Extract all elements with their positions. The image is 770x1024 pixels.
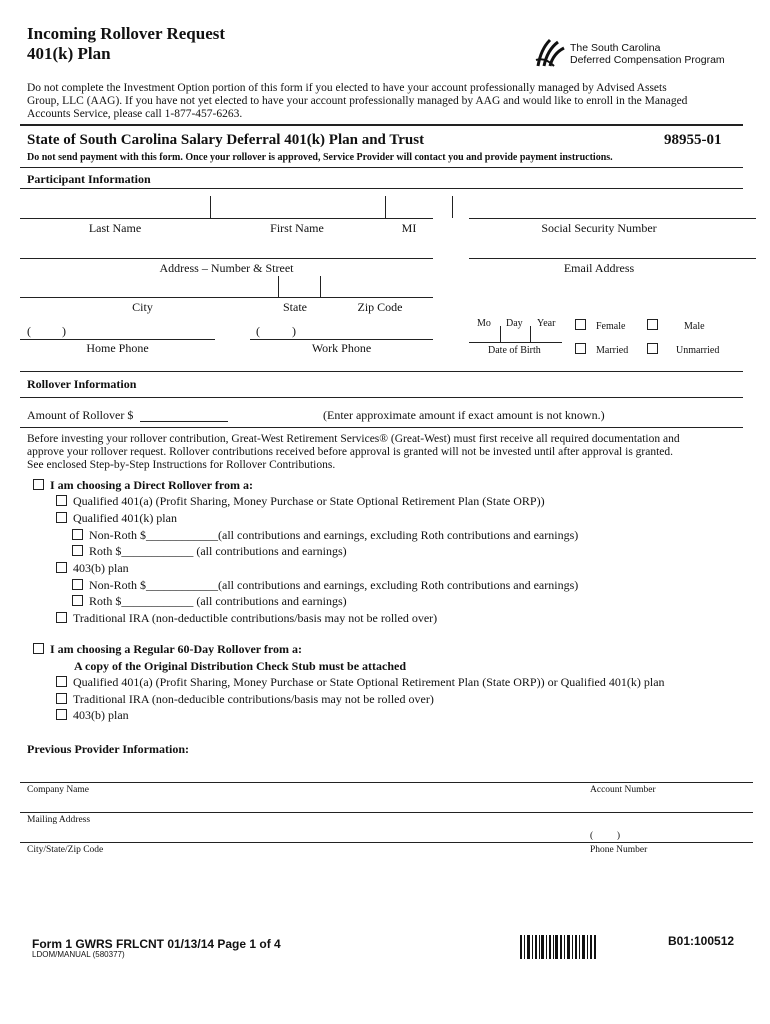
direct-401a-option[interactable] xyxy=(56,494,545,509)
dob-day-label: Day xyxy=(506,318,523,329)
dob-mo-label: Mo xyxy=(477,318,491,329)
direct-rollover-option[interactable] xyxy=(33,478,253,493)
work-phone-line xyxy=(250,339,433,340)
unmarried-checkbox[interactable] xyxy=(647,343,658,354)
rollover-heading: Rollover Information xyxy=(27,377,137,391)
separator xyxy=(385,196,386,218)
divider xyxy=(20,188,743,189)
notice-line: Do not complete the Investment Option portion of this form if you elected to have your account professionally managed by Advised Assets xyxy=(27,82,667,94)
instruction-line: See enclosed Step-by-Step Instructions for Rollover Contributions. xyxy=(27,459,336,471)
nonroth-label: Non-Roth $____________(all contributions and earnings, excluding Roth contributions and earnings) xyxy=(89,578,579,592)
direct-401k-label: Qualified 401(k) plan xyxy=(73,511,177,525)
logo-line-2: Deferred Compensation Program xyxy=(570,54,725,66)
direct-403b-roth-option[interactable] xyxy=(72,594,347,609)
regular-403b-label: 403(b) plan xyxy=(73,708,129,722)
regular-rollover-option[interactable] xyxy=(33,642,302,657)
regular-403b-option[interactable] xyxy=(56,708,129,723)
work-phone-paren-close: ) xyxy=(292,324,296,338)
married-label: Married xyxy=(596,345,629,356)
male-label: Male xyxy=(684,321,705,332)
manual-code: LDOM/MANUAL (580377) xyxy=(32,950,125,959)
barcode xyxy=(520,935,596,964)
program-logo xyxy=(534,36,568,75)
dob-line xyxy=(469,342,562,343)
rollover-amount-label: Amount of Rollover $ xyxy=(27,408,134,422)
nonroth-checkbox[interactable] xyxy=(72,529,83,540)
nonroth-checkbox[interactable] xyxy=(72,579,83,590)
mailing-address-label: Mailing Address xyxy=(27,815,91,825)
direct-403b-checkbox[interactable] xyxy=(56,562,67,573)
home-phone-paren-close: ) xyxy=(62,324,66,338)
home-phone-line xyxy=(20,339,215,340)
dob-year-label: Year xyxy=(537,318,556,329)
regular-rollover-checkbox[interactable] xyxy=(33,643,44,654)
notice-line: Group, LLC (AAG). If you have not yet elected to have your account professionally managed by AAG and would like to enroll in the Managed xyxy=(27,95,688,107)
separator xyxy=(210,196,211,218)
rollover-amount-input[interactable] xyxy=(140,421,228,422)
form-identifier: Form 1 GWRS FRLCNT 01/13/14 Page 1 of 4 xyxy=(32,937,281,951)
direct-403b-label: 403(b) plan xyxy=(73,561,129,575)
instruction-line: Before investing your rollover contribution, Great-West Retirement Services® (Great-West) must first receive all required documentation and xyxy=(27,433,680,445)
direct-403b-nonroth-option[interactable] xyxy=(72,578,578,593)
aag-notice xyxy=(27,82,687,121)
phone-number-label: Phone Number xyxy=(590,845,648,855)
unmarried-option[interactable] xyxy=(647,343,719,356)
direct-401k-option[interactable] xyxy=(56,511,177,526)
direct-ira-checkbox[interactable] xyxy=(56,612,67,623)
logo-text xyxy=(570,42,725,66)
direct-403b-option[interactable] xyxy=(56,561,129,576)
address-label: Address – Number & Street xyxy=(159,261,294,275)
direct-rollover-checkbox[interactable] xyxy=(33,479,44,490)
mailing-line[interactable] xyxy=(20,812,753,813)
state-label: State xyxy=(283,300,307,314)
direct-ira-label: Traditional IRA (non-deductible contributions/basis may not be rolled over) xyxy=(73,611,438,625)
zip-label: Zip Code xyxy=(357,300,403,314)
home-phone-paren-open: ( xyxy=(27,324,31,338)
ssn-line xyxy=(469,218,756,219)
regular-ira-option[interactable] xyxy=(56,692,434,707)
first-name-label: First Name xyxy=(270,221,324,235)
company-name-label: Company Name xyxy=(27,785,90,795)
divider xyxy=(20,427,743,428)
regular-qualified-option[interactable] xyxy=(56,675,665,690)
plan-name: State of South Carolina Salary Deferral 401(k) Plan and Trust xyxy=(27,132,425,148)
direct-401k-checkbox[interactable] xyxy=(56,512,67,523)
separator xyxy=(320,276,321,297)
roth-checkbox[interactable] xyxy=(72,545,83,556)
batch-code: B01:100512 xyxy=(668,934,735,948)
divider xyxy=(20,167,743,168)
email-label: Email Address xyxy=(563,261,635,275)
notice-line: Accounts Service, please call 1-877-457-6263. xyxy=(27,108,243,120)
city-state-zip-label: City/State/Zip Code xyxy=(27,845,104,855)
rollover-amount-hint: (Enter approximate amount if exact amount is not known.) xyxy=(323,408,605,422)
unmarried-label: Unmarried xyxy=(676,345,720,356)
dob-label: Date of Birth xyxy=(488,345,541,356)
work-phone-paren-open: ( xyxy=(256,324,260,338)
separator xyxy=(452,196,453,218)
company-line[interactable] xyxy=(20,782,753,783)
logo-line-1: The South Carolina xyxy=(570,42,661,54)
home-phone-label: Home Phone xyxy=(86,341,149,355)
plan-number: 98955-01 xyxy=(664,132,722,148)
separator xyxy=(500,326,501,342)
roth-label: Roth $____________ (all contributions and earnings) xyxy=(89,594,347,608)
separator xyxy=(530,326,531,342)
male-option[interactable] xyxy=(647,319,705,332)
form-title: Incoming Rollover Request xyxy=(27,24,226,43)
separator xyxy=(278,276,279,297)
city-state-zip-line[interactable] xyxy=(20,842,753,843)
palmetto-logo-icon xyxy=(534,36,568,70)
direct-ira-option[interactable] xyxy=(56,611,437,626)
married-option[interactable] xyxy=(575,343,628,356)
male-checkbox[interactable] xyxy=(647,319,658,330)
ssn-label: Social Security Number xyxy=(541,221,657,235)
female-option[interactable] xyxy=(575,319,625,332)
female-label: Female xyxy=(596,321,626,332)
account-number-label: Account Number xyxy=(590,785,656,795)
form-subtitle: 401(k) Plan xyxy=(27,44,111,63)
direct-rollover-label: I am choosing a Direct Rollover from a: xyxy=(50,478,253,492)
regular-qualified-label: Qualified 401(a) (Profit Sharing, Money Purchase or State Optional Retirement Plan (State ORP)) or Qualified 401(k) plan xyxy=(73,675,665,689)
name-line xyxy=(20,218,433,219)
last-name-label: Last Name xyxy=(88,221,142,235)
payment-notice: Do not send payment with this form. Once your rollover is approved, Service Provider will contact you and provide payment instructions. xyxy=(27,152,613,163)
previous-provider-heading: Previous Provider Information: xyxy=(27,742,189,756)
city-line xyxy=(20,297,433,298)
instruction-line: approve your rollover request. Rollover contributions received before approval is granted will not be invested until after approval is granted. xyxy=(27,446,674,458)
email-line xyxy=(469,258,756,259)
roth-checkbox[interactable] xyxy=(72,595,83,606)
work-phone-label: Work Phone xyxy=(311,341,372,355)
direct-401k-nonroth-option[interactable] xyxy=(72,528,578,543)
regular-403b-checkbox[interactable] xyxy=(56,709,67,720)
divider xyxy=(20,397,743,398)
regular-qualified-checkbox[interactable] xyxy=(56,676,67,687)
check-stub-notice: A copy of the Original Distribution Check Stub must be attached xyxy=(74,659,407,673)
divider xyxy=(20,124,743,126)
mi-label: MI xyxy=(401,221,417,235)
direct-401k-roth-option[interactable] xyxy=(72,544,347,559)
provider-phone-paren: ( ) xyxy=(590,831,621,841)
participant-heading: Participant Information xyxy=(27,172,151,186)
regular-ira-label: Traditional IRA (non-deducible contributions/basis may not be rolled over) xyxy=(73,692,434,706)
roth-label: Roth $____________ (all contributions and earnings) xyxy=(89,544,347,558)
divider xyxy=(20,371,743,372)
barcode-icon xyxy=(520,935,596,959)
regular-rollover-label: I am choosing a Regular 60-Day Rollover from a: xyxy=(50,642,302,656)
direct-401a-label: Qualified 401(a) (Profit Sharing, Money Purchase or State Optional Retirement Plan (State ORP)) xyxy=(73,494,545,508)
direct-401a-checkbox[interactable] xyxy=(56,495,67,506)
married-checkbox[interactable] xyxy=(575,343,586,354)
regular-ira-checkbox[interactable] xyxy=(56,693,67,704)
female-checkbox[interactable] xyxy=(575,319,586,330)
city-label: City xyxy=(132,300,153,314)
nonroth-label: Non-Roth $____________(all contributions and earnings, excluding Roth contributions and earnings) xyxy=(89,528,579,542)
address-line xyxy=(20,258,433,259)
rollover-instructions xyxy=(27,433,680,472)
